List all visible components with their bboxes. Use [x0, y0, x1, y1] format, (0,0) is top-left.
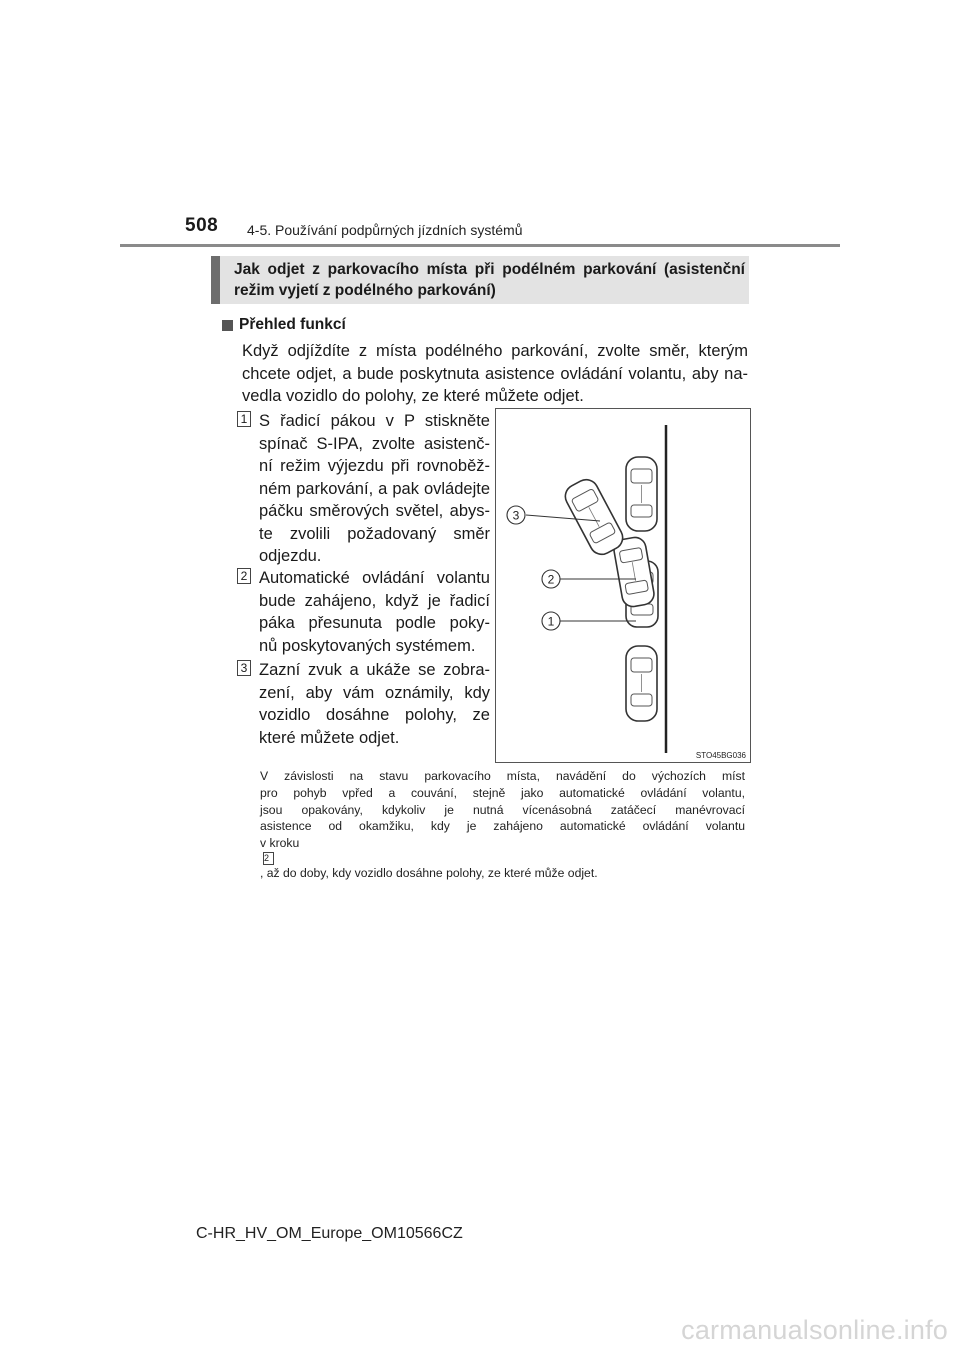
callout-label: 2: [547, 572, 555, 587]
subsection-title-line: Jak odjet z parkovacího místa při podélném parkování (asistenční: [234, 261, 745, 278]
parked-car-icon: [626, 646, 657, 721]
step-line: ném parkování, a pak ovládejte: [259, 479, 490, 498]
topic-title: Přehled funkcí: [239, 316, 346, 333]
intro-line: vedla vozidlo do polohy, ze které můžete odjet.: [242, 387, 584, 405]
step-text: [259, 659, 490, 749]
callout-label: 3: [512, 508, 520, 523]
note-line: jsou opakovány, kdykoliv je nutná vícenásobná zatáčecí manévrovací: [260, 802, 745, 817]
step-line: ní režim výjezdu při rovnoběž-: [259, 457, 490, 475]
note-line: asistence od okamžiku, kdy je zahájeno automatické ovládání volantu: [260, 819, 745, 834]
step-line: Zazní zvuk a ukáže se zobra-: [259, 661, 490, 679]
step-text: [259, 567, 490, 657]
step-line: bude zahájeno, když je řadicí: [259, 591, 490, 610]
subsection-heading: [211, 256, 749, 304]
square-bullet-icon: [222, 320, 233, 331]
intro-line: Když odjíždíte z místa podélného parkování, zvolte směr, kterým: [242, 342, 748, 360]
note-paragraph: [260, 768, 745, 882]
note-line-text: , až do doby, kdy vozidlo dosáhne polohy, ze které může odjet.: [260, 865, 598, 880]
step-reference-badge: 2: [263, 852, 274, 865]
note-line: V závislosti na stavu parkovacího místa, navádění do výchozích míst: [260, 769, 745, 783]
step-line: odjezdu.: [259, 547, 322, 565]
step-line: zení, aby vám oznámily, kdy: [259, 683, 490, 702]
step-line: spínač S-IPA, zvolte asistenč-: [259, 434, 490, 453]
parked-car-icon: [626, 457, 657, 531]
step-line: vozidlo dosáhne polohy, ze: [259, 706, 490, 724]
step-line: Automatické ovládání volantu: [259, 569, 490, 587]
step-line: páka přesunuta podle poky-: [259, 614, 490, 632]
moving-car-icon: [561, 475, 627, 558]
figure-code: STO45BG036: [695, 751, 746, 760]
intro-paragraph: [242, 340, 748, 408]
parking-diagram: [496, 409, 752, 764]
step-line: te zvolili požadovaný směr: [259, 524, 490, 543]
note-line-text: v kroku: [260, 836, 300, 851]
parking-exit-figure: [495, 408, 751, 763]
callout-label: 1: [547, 614, 555, 629]
step-number-badge: 3: [237, 660, 251, 676]
topic-heading: [222, 316, 346, 334]
note-line: [260, 835, 745, 882]
step-text: [259, 410, 490, 568]
header-divider: [120, 244, 840, 247]
step-line: páčku směrových světel, abys-: [259, 502, 490, 520]
intro-line: chcete odjet, a bude poskytnuta asistence ovládání volantu, aby na-: [242, 364, 748, 383]
step-number-badge: 1: [237, 411, 251, 427]
note-line: pro pohyb vpřed a couvání, stejně jako automatické ovládání volantu,: [260, 785, 745, 800]
page-number: 508: [185, 215, 219, 236]
step-number-badge: 2: [237, 568, 251, 584]
section-title: 4-5. Používání podpůrných jízdních systémů: [247, 222, 523, 238]
step-line: S řadicí pákou v P stiskněte: [259, 412, 490, 430]
document-code: C-HR_HV_OM_Europe_OM10566CZ: [196, 1225, 463, 1242]
subsection-title-line: režim vyjetí z podélného parkování): [234, 282, 496, 299]
step-line: nů poskytovaných systémem.: [259, 636, 476, 655]
step-line: které můžete odjet.: [259, 728, 400, 747]
watermark: carmanualsonline.info: [681, 1315, 948, 1345]
